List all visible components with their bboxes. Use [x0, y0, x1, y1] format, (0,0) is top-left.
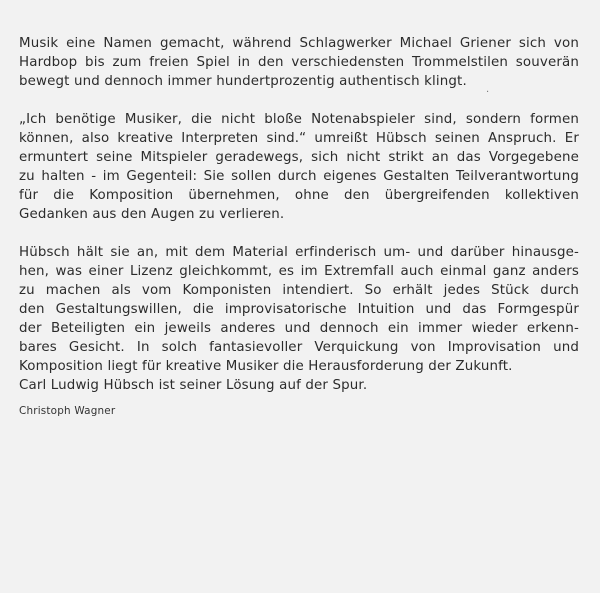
text-line: Komposition liegt für kreative Musiker die Herausforderung der Zukunft.: [19, 359, 513, 374]
text-line: zu halten - im Gegenteil: Sie sollen durch eigenes Gestalten Teilverantwortung: [19, 169, 579, 184]
text-line: hen, was einer Lizenz gleichkommt, es im Extremfall auch einmal ganz anders: [19, 264, 579, 279]
text-line: zu machen als vom Komponisten intendiert. So erhält jedes Stück durch: [19, 283, 579, 298]
author-name: Christoph Wagner: [19, 405, 116, 417]
stray-mark: .: [486, 84, 490, 95]
paragraph-3: [19, 243, 579, 395]
text-line: Carl Ludwig Hübsch ist seiner Lösung auf der Spur.: [19, 378, 368, 393]
text-line: für die Komposition übernehmen, ohne den übergreifenden kollektiven: [19, 188, 579, 203]
text-line: den Gestaltungswillen, die improvisatorische Intuition und das Formgespür: [19, 302, 579, 317]
text-line: „Ich benötige Musiker, die nicht bloße Notenabspieler sind, sondern formen: [19, 112, 579, 127]
text-line: Hübsch hält sie an, mit dem Material erfinderisch um- und darüber hinausge-: [19, 245, 579, 260]
text-line: der Beteiligten ein jeweils anderes und dennoch ein immer wieder erkenn-: [19, 321, 579, 336]
text-line: Hardbop bis zum freien Spiel in den verschiedensten Trommelstilen souverän: [19, 55, 579, 70]
text-line: Gedanken aus den Augen zu verlieren.: [19, 207, 285, 222]
text-line: können, also kreative Interpreten sind.“ umreißt Hübsch seinen Anspruch. Er: [19, 131, 579, 146]
paragraph-2: [19, 110, 579, 224]
text-line: bares Gesicht. In solch fantasievoller Verquickung von Improvisation und: [19, 340, 579, 355]
paragraph-1: [19, 34, 579, 91]
text-line: Musik eine Namen gemacht, während Schlagwerker Michael Griener sich von: [19, 36, 579, 51]
article-body: [19, 34, 579, 395]
text-line: bewegt und dennoch immer hundertprozentig authentisch klingt.: [19, 74, 467, 89]
text-line: ermuntert seine Mitspieler geradewegs, sich nicht strikt an das Vorgegebene: [19, 150, 579, 165]
